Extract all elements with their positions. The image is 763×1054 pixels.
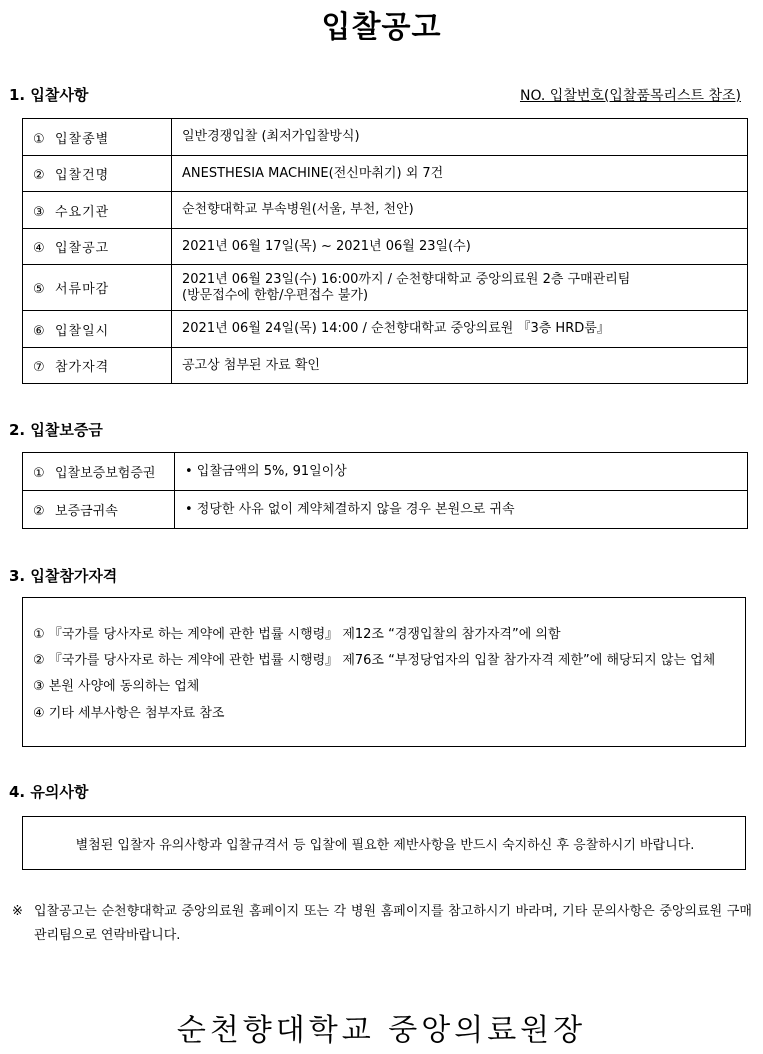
row-value: 2021년 06월 24일(목) 14:00 / 순천향대학교 중앙의료원 『3층 HRD룸』 (172, 311, 748, 348)
row-label: ⑤ 서류마감 (23, 265, 172, 311)
signature: 순천향대학교 중앙의료원장 (176, 1013, 587, 1048)
row-label: ⑦ 참가자격 (23, 348, 172, 384)
footnote (12, 900, 752, 948)
reference-mark-icon: ※ (12, 904, 23, 919)
footnote-text: 입찰공고는 순천향대학교 중앙의료원 홈페이지 또는 각 병원 홈페이지를 참고하시기 바라며, 기타 문의사항은 중앙의료원 구매관리팀으로 연락바랍니다. (34, 904, 752, 943)
row-label: ③ 수요기관 (23, 192, 172, 229)
table-row (23, 453, 748, 491)
notice-text: 별첨된 입찰자 유의사항과 입찰규격서 등 입찰에 필요한 제반사항을 반드시 숙지하신 후 응찰하시기 바랍니다. (75, 838, 695, 853)
page-title: 입찰공고 (321, 10, 442, 45)
bid-info-table (22, 118, 748, 384)
list-item: ③ 본원 사양에 동의하는 업체 (33, 679, 200, 694)
row-value: 2021년 06월 17일(목) ~ 2021년 06월 23일(수) (172, 229, 748, 265)
section2-heading: 2. 입찰보증금 (9, 421, 103, 439)
row-value: 공고상 첨부된 자료 확인 (172, 348, 748, 384)
deposit-table (22, 452, 748, 529)
row-label: ① 입찰종별 (23, 119, 172, 156)
row-value: • 정당한 사유 없이 계약체결하지 않을 경우 본원으로 귀속 (175, 491, 748, 529)
table-row (23, 156, 748, 192)
section3-heading: 3. 입찰참가자격 (9, 567, 118, 585)
row-value: ANESTHESIA MACHINE(전신마취기) 외 7건 (172, 156, 748, 192)
table-row (23, 119, 748, 156)
row-label: ① 입찰보증보험증권 (23, 453, 175, 491)
table-row (23, 311, 748, 348)
row-value: • 입찰금액의 5%, 91일이상 (175, 453, 748, 491)
section1-heading: 1. 입찰사항 (9, 86, 89, 104)
row-label: ② 보증금귀속 (23, 491, 175, 529)
table-row (23, 265, 748, 311)
row-value: 일반경쟁입찰 (최저가입찰방식) (172, 119, 748, 156)
list-item: ② 『국가를 당사자로 하는 계약에 관한 법률 시행령』 제76조 “부정당업자의 입찰 참가자격 제한”에 해당되지 않는 업체 (33, 653, 716, 668)
notice-box (22, 816, 746, 870)
table-row (23, 491, 748, 529)
row-value: 순천향대학교 부속병원(서울, 부천, 천안) (172, 192, 748, 229)
list-item: ④ 기타 세부사항은 첨부자료 참조 (33, 706, 225, 721)
row-label: ④ 입찰공고 (23, 229, 172, 265)
list-item: ① 『국가를 당사자로 하는 계약에 관한 법률 시행령』 제12조 “경쟁입찰의 참가자격”에 의함 (33, 627, 561, 642)
bid-number-note: NO. 입찰번호(입찰품목리스트 참조) (519, 88, 741, 104)
row-value: 2021년 06월 23일(수) 16:00까지 / 순천향대학교 중앙의료원 2층 구매관리팀 (방문접수에 한함/우편접수 불가) (172, 265, 748, 311)
table-row (23, 192, 748, 229)
section4-heading: 4. 유의사항 (9, 783, 89, 801)
row-label: ② 입찰건명 (23, 156, 172, 192)
table-row (23, 348, 748, 384)
eligibility-box (22, 597, 746, 747)
table-row (23, 229, 748, 265)
row-label: ⑥ 입찰일시 (23, 311, 172, 348)
